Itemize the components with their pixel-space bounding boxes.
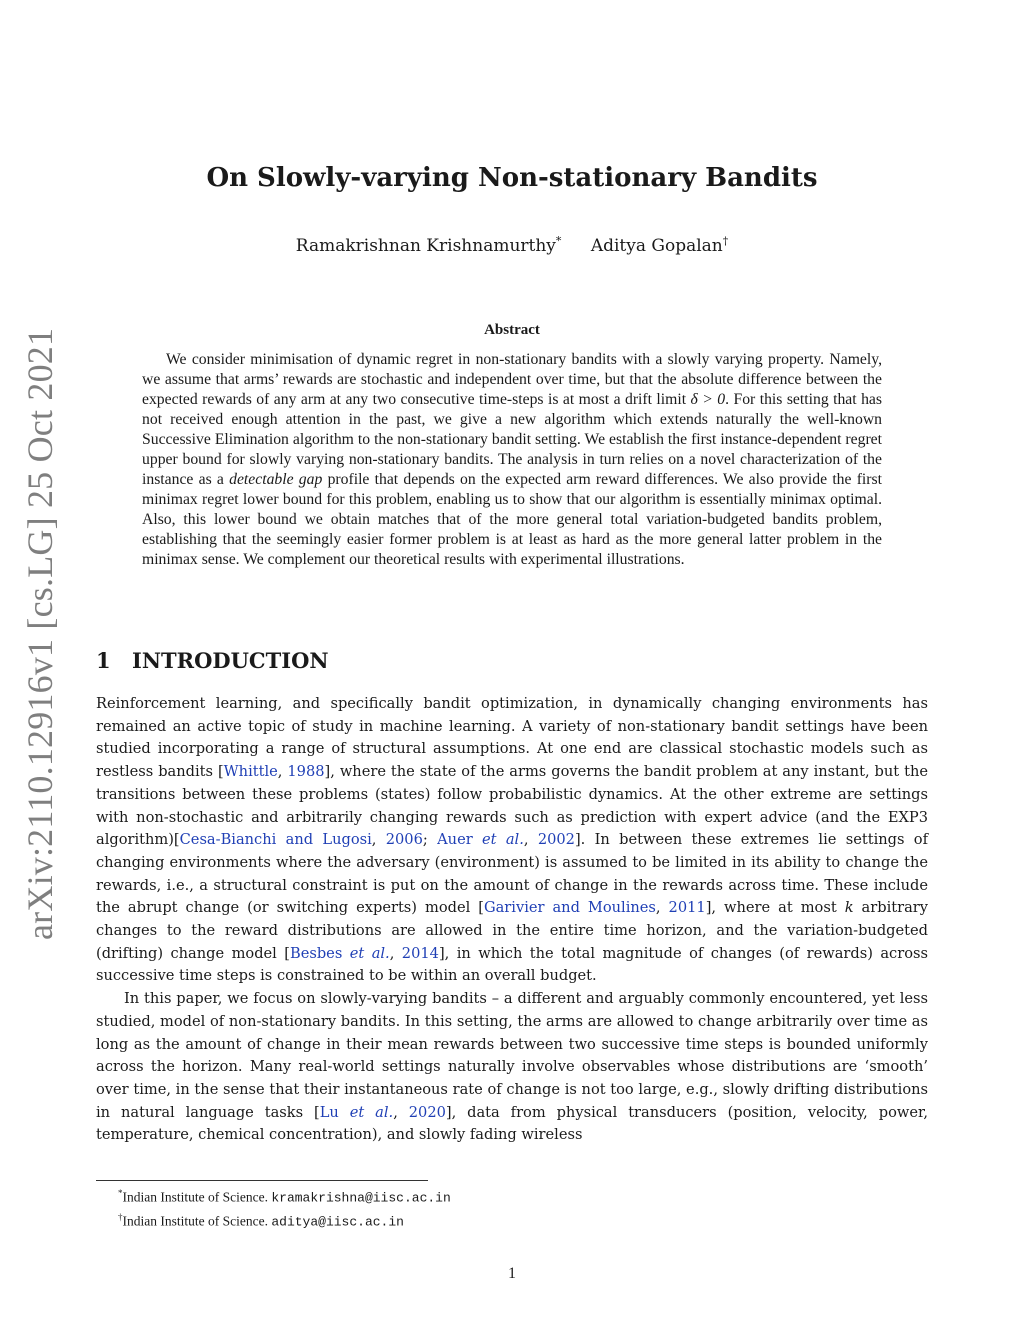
footnote-divider [96,1180,428,1181]
citation-link[interactable]: Whittle [223,763,278,781]
citation-year-link[interactable]: 2011 [668,899,706,917]
section-title: INTRODUCTION [132,648,329,673]
citation-link[interactable]: Garivier and Moulines [483,899,656,917]
arxiv-identifier: arXiv:2110.12916v1 [cs.LG] 25 Oct 2021 [20,327,60,940]
citation-link[interactable]: Besbes et al. [289,944,390,962]
citation-link[interactable]: Auer et al. [437,831,524,849]
arxiv-stamp [10,327,70,940]
citation-year-link[interactable]: 2006 [385,831,423,849]
citation-link[interactable]: Cesa-Bianchi and Lugosi [179,831,372,849]
abstract-heading: Abstract [484,322,540,338]
paper-title: On Slowly-varying Non-stationary Bandits [206,163,818,193]
author-name: Ramakrishnan Krishnamurthy [295,235,556,256]
citation-link[interactable]: Lu et al. [319,1103,394,1121]
section-body [96,693,928,1147]
author [591,236,728,256]
citation-year-link[interactable]: 2014 [401,944,439,962]
paragraph: Reinforcement learning, and specifically bandit optimization, in dynamically changing environments has remained an active topic of study in machine learning. A variety of non-stationary bandit settings have been studied incorporating a range of structural assumptions. At one end are classical stochastic models such as restless bandits [Whittle, 1988], where the state of the arms governs the bandit problem at any instant, but the transitions between these problems (states) follow probabilistic dynamics. At the other extreme are settings with non-stochastic and arbitrarily changing rewards such as prediction with expert advice (and the EXP3 algorithm)[Cesa-Bianchi and Lugosi, 2006; Auer et al., 2002]. In between these extremes lie settings of changing environments where the adversary (environment) is assumed to be limited in its ability to change the rewards, i.e., a structural constraint is put on the amount of change in the rewards across time. These include the abrupt change (or switching experts) model [Garivier and Moulines, 2011], where at most k arbitrary changes to the reward distributions are allowed in the entire time horizon, and the variation-budgeted (drifting) change model [Besbes et al., 2014], in which the total magnitude of changes (of rewards) across successive time steps is constrained to be within an overall budget. [96,695,929,985]
paragraph: In this paper, we focus on slowly-varying bandits – a different and arguably commonly encountered, yet less studied, model of non-stationary bandits. In this setting, the arms are allowed to change arbitrarily over time as long as the amount of change in their mean rewards between two successive time steps is bounded uniformly across the horizon. Many real-world settings naturally involve observables whose distributions are ‘smooth’ over time, in the sense that their instantaneous rate of change is not too large, e.g., slowly drifting distributions in natural language tasks [Lu et al., 2020], data from physical transducers (position, velocity, power, temperature, chemical concentration), and slowly fading wireless [96,990,928,1144]
math-k: k [844,899,854,917]
page-number: 1 [508,1265,516,1282]
footnotes [118,1184,818,1231]
author-email[interactable]: kramakrishna@iisc.ac.in [271,1190,451,1206]
author-list [0,228,1024,259]
footnote-mark[interactable]: * [555,234,562,247]
emphasis-term: detectable gap [229,471,323,488]
citation-year-link[interactable]: 2020 [408,1103,446,1121]
author-name: Aditya Gopalan [590,235,723,256]
section-number: 1 [96,648,111,673]
footnote: *Indian Institute of Science. kramakrishna@iisc.ac.in [118,1188,451,1206]
author-email[interactable]: aditya@iisc.ac.in [271,1214,404,1229]
footnote-mark[interactable]: † [722,234,729,247]
math-delta: δ > 0 [690,391,726,408]
citation-year-link[interactable]: 2002 [537,831,575,849]
citation-year-link[interactable]: 1988 [287,763,325,781]
section-heading [96,645,928,677]
author [296,236,562,256]
footnote: †Indian Institute of Science. aditya@iisc.ac.in [118,1211,404,1229]
abstract-body: We consider minimisation of dynamic regret in non-stationary bandits with a slowly varying property. Namely, we assume that arms’ rewards are stochastic and independent over time, but that the absolute difference between the expected rewards of any arm at any two consecutive time-steps is at most a drift limit δ > 0. For this setting that has not received enough attention in the past, we give a new algorithm which extends naturally the well-known Successive Elimination algorithm to the non-stationary bandit setting. We establish the first instance-dependent regret upper bound for slowly varying non-stationary bandits. The analysis in turn relies on a novel characterization of the instance as a detectable gap profile that depends on the expected arm reward differences. We also provide the first minimax regret lower bound for this problem, enabling us to show that our algorithm is essentially minimax optimal. Also, this lower bound we obtain matches that of the more general total variation-budgeted bandits problem, establishing that the seemingly easier former problem is at least as hard as the more general latter problem in the minimax sense. We complement our theoretical results with experimental illustrations. [142,351,882,568]
